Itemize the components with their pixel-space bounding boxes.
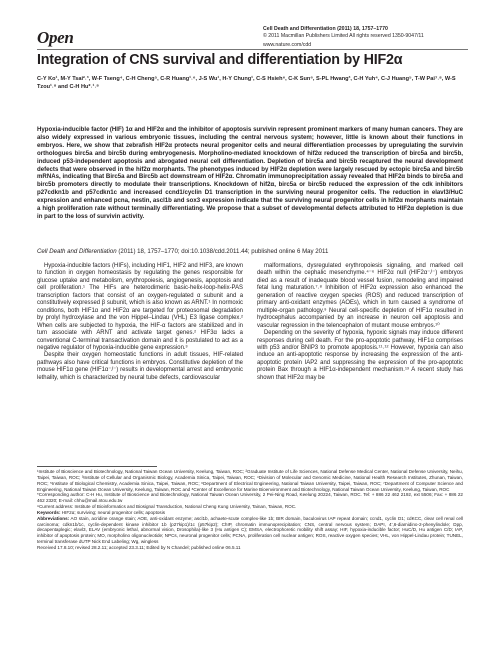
corresponding-author: *Corresponding author: C-H Hu, Institute of Bioscience and Biotechnology, National Taiwan Ocean University, 2 Pei-Ning Road, Keelung 20224, Taiwan, ROC. Tel: + 886 22 462 2192, ext 5506; Fax: + 886 22 462 2320; E-mail: chhu@mail.ntou.edu.tw [37, 492, 463, 504]
body-column-right [257, 263, 463, 382]
body-paragraph: malformations, dysregulated erythropoiesis signaling, and marked cell death within the cephalic mesenchyme.⁴⁻⁶ HIF2α null (HIF2α⁻/⁻) embryos died as a result of inadequate blood vessel fusion, remodeling and impaired fetal lung maturation.⁷˒⁸ Inhibition of HIF2α expression also enhanced the generation of reactive oxygen species (ROS) and reduced transcription of primary anti-oxidant enzymes (AOEs), which in turn caused a syndrome of multiple-organ pathology.⁹ Neural cell-specific depletion of HIF1α resulted in hydrocephalus accompanied by an increase in neuron cell apoptosis and vascular regression in the telencephalon of mutant mouse embryos.¹⁰ [257, 263, 463, 329]
body-column-left [37, 263, 243, 382]
article-title: Integration of CNS survival and differentiation by HIF2α [37, 52, 403, 68]
journal-url[interactable]: www.nature.com/cdd [263, 42, 312, 48]
open-access-logo: Open [37, 28, 74, 47]
citation-line [37, 248, 463, 255]
body-paragraph: Depending on the severity of hypoxia, hypoxic signals may induce different responses during cell death. For the pro-apoptotic pathway, HIF1α comprises with p53 and/or BNIP3 to promote apoptosis.¹¹˒¹² However, hypoxia can also induce an anti-apoptotic response by increasing the expression of the anti-apoptotic protein IAP2 and suppressing the expression of the pro-apoptotic protein Bax through a HIF1α-independent mechanism.¹³ A recent study has shown that HIF2α may be [257, 330, 463, 381]
abstract: Hypoxia-inducible factor (HIF) 1α and HIF2α and the inhibitor of apoptosis survivin represent prominent markers of many human cancers. They are also widely expressed in various embryonic tissues, including the central nervous system; however, little is known about their functions in embryos. Here, we show that zebrafish HIF2α protects neural progenitor cells and neural differentiation processes by upregulating the survivin orthologues birc5a and birc5b during embryogenesis. Morpholino-mediated knockdown of hif2α reduced the transcription of birc5a and birc5b, induced p53-independent apoptosis and abrogated neural cell differentiation. Depletion of birc5a and birc5b recaptured the neural development defects that were observed in the hif2α morphants. The phenotypes induced by HIF2α depletion were largely rescued by ectopic birc5a and birc5b mRNAs, indicating that Birc5a and Birc5b act downstream of HIF2α. Chromatin immunoprecipitation assay revealed that HIF2α binds to birc5a and birc5b promoters directly to modulate their transcriptions. Knockdown of hif2α, birc5a or birc5b reduced the expression of the cdk inhibitors p27cdkn1b and p57cdkn1c and increased ccnd1/cyclin D1 transcription in the surviving neural progenitor cells. The reduction in elavl3/HuC expression and enhanced pcna, nestin, ascl1b and sox3 expression indicate that the surviving neural progenitor cells in hif2α morphants maintain a high proliferation rate without terminally differentiating. We propose that a subset of developmental defects attributed to HIF2α depletion is due in part to the loss of survivin activity. [37, 126, 463, 220]
journal-info [263, 26, 424, 48]
citation-details: (2011) 18, 1757–1770; doi:10.1038/cdd.2011.44; published online 6 May 2011 [118, 248, 329, 255]
received-line: Received 17.8.10; revised 28.2.11; accepted 23.3.11; Edited by N Chandel; published online 06.5.11 [37, 544, 241, 550]
abbreviations [37, 516, 463, 545]
abbreviations-text: AO stain, acridine orange stain; AOE, anti-oxidant enzyme; ascl1b, achaete-scute complex-like 1b; BIR domain, baculovirus IAP repeat domain; ccnd1, cyclin D1; cdKCC, clear cell renal cell carcinoma; cdkn1b/1c, cyclin-dependent kinase inhibitor 1b (p27kip1)/1c (p57kip2); ChIP, chromatin immunoprecipitation; CNS, central nervous system; DAPI, 4',6-diamidino-2-phenylindole; Dpp, decapentaplegic; elavl3, ELAV (embryonic lethal, abnormal vision, Drosophila)-like 3 (Hu antigen C); EMSA, electrophoretic mobility shift assay; HIF, hypoxia-inducible factor; HuC/D, Hu antigen C/D; IAP, inhibitor of apoptosis protein; MO, morpholino oligonucleotide; NPCs, neuronal progenitor cells; PCNA, proliferation cell nuclear antigen; ROS, reactive oxygen species; VHL, von Hippel-Lindau protein; TUNEL, terminal transferase dUTP Nick End Labeling; Wg, wingless [37, 515, 463, 545]
footnotes [37, 469, 463, 551]
keywords-text: HIF2α; surviving; neural progenitor cells; apoptosis [61, 509, 166, 515]
citation-journal: Cell Death and Differentiation [37, 248, 117, 255]
abbreviations-label: Abbreviations: [37, 515, 70, 521]
keywords-label: Keywords: [37, 509, 61, 515]
header-divider [37, 49, 468, 50]
body-paragraph: Despite their oxygen homeostatic functions in adult tissues, HIF-related pathways also have critical functions in embryos. Constitutive depletion of the mouse HIF1α gene (HIF1α⁻/⁻) results in developmental arrest and embryonic lethality, which is characterized by neural tube defects, cardiovascular [37, 352, 243, 381]
copyright-line: © 2011 Macmillan Publishers Limited All rights reserved 1350-9047/11 [263, 32, 424, 39]
author-list: C-Y Ko¹, M-Y Tsai²˒³, W-F Tseng⁴, C-H Cheng⁵, C-R Huang¹˒⁶, J-S Wu¹, H-Y Chung¹, C-S Hsieh⁶, C-K Sun⁶, S-PL Hwang³, C-H Yuh⁴, C-J Huang⁵, T-W Pai⁷˒⁸, W-S Tzou¹˒⁸ and C-H Hu*˒¹˒⁸ [37, 76, 456, 90]
body-paragraph: Hypoxia-inducible factors (HIFs), including HIF1, HIF2 and HIF3, are known to function in oxygen homeostasis by regulating the genes responsible for glucose uptake and metabolism, erythropoiesis, angiogenesis, apoptosis and cell proliferation.¹ The HIFs are heterodimeric basic-helix-loop-helix-PAS transcription factors that consist of an oxygen-regulated α subunit and a constitutively expressed β subunit, which is also known as ARNT.¹ In normoxic conditions, both HIF1α and HIF2α are targeted for proteosomal degradation by prolyl hydroxylase and the von Hippel–Lindau (VHL) E3 ligase complex.² When cells are subjected to hypoxia, the HIF-α factors are stabilized and in turn associate with ARNT and activate target genes.² HIF3α lacks a conventional C-terminal transactivation domain and it is postulated to act as a negative regulator of hypoxia-inducible gene expression.³ [37, 263, 243, 351]
journal-line: Cell Death and Differentiation (2011) 18, 1757–1770 [263, 26, 388, 32]
affiliations: ¹Institute of Bioscience and Biotechnology, National Taiwan Ocean University, Keelung, Taiwan, ROC; ²Graduate Institute of Life Sciences, National Defense Medical Center, National Defense University, Neihu, Taipei, Taiwan, ROC; ³Institute of Cellular and Organismic Biology, Academia Sinica, Taipei, Taiwan, ROC; ⁴Division of Molecular and Genomic Medicine, National Health Research Institutes, Zhunan, Taiwan, ROC; ⁵Institute of Biological Chemistry, Academia Sinica, Taipei, Taiwan, ROC; ⁶Department of Electrical Engineering, National Taiwan University, Taipei, Taiwan, ROC; ⁷Department of Computer Science and Engineering, National Taiwan Ocean University, Keelung, Taiwan, ROC and ⁸Center of Excellence for Marine Bioenvironment and Biotechnology, National Taiwan Ocean University, Keelung, Taiwan, ROC [37, 469, 463, 492]
footnote-divider [37, 466, 157, 467]
journal-header [37, 26, 468, 50]
current-address: ⁹Current address: Institute of Bioinformatics and Biosignal Transduction, National Cheng Kung University, Tainan, Taiwan, ROC. [37, 504, 297, 510]
